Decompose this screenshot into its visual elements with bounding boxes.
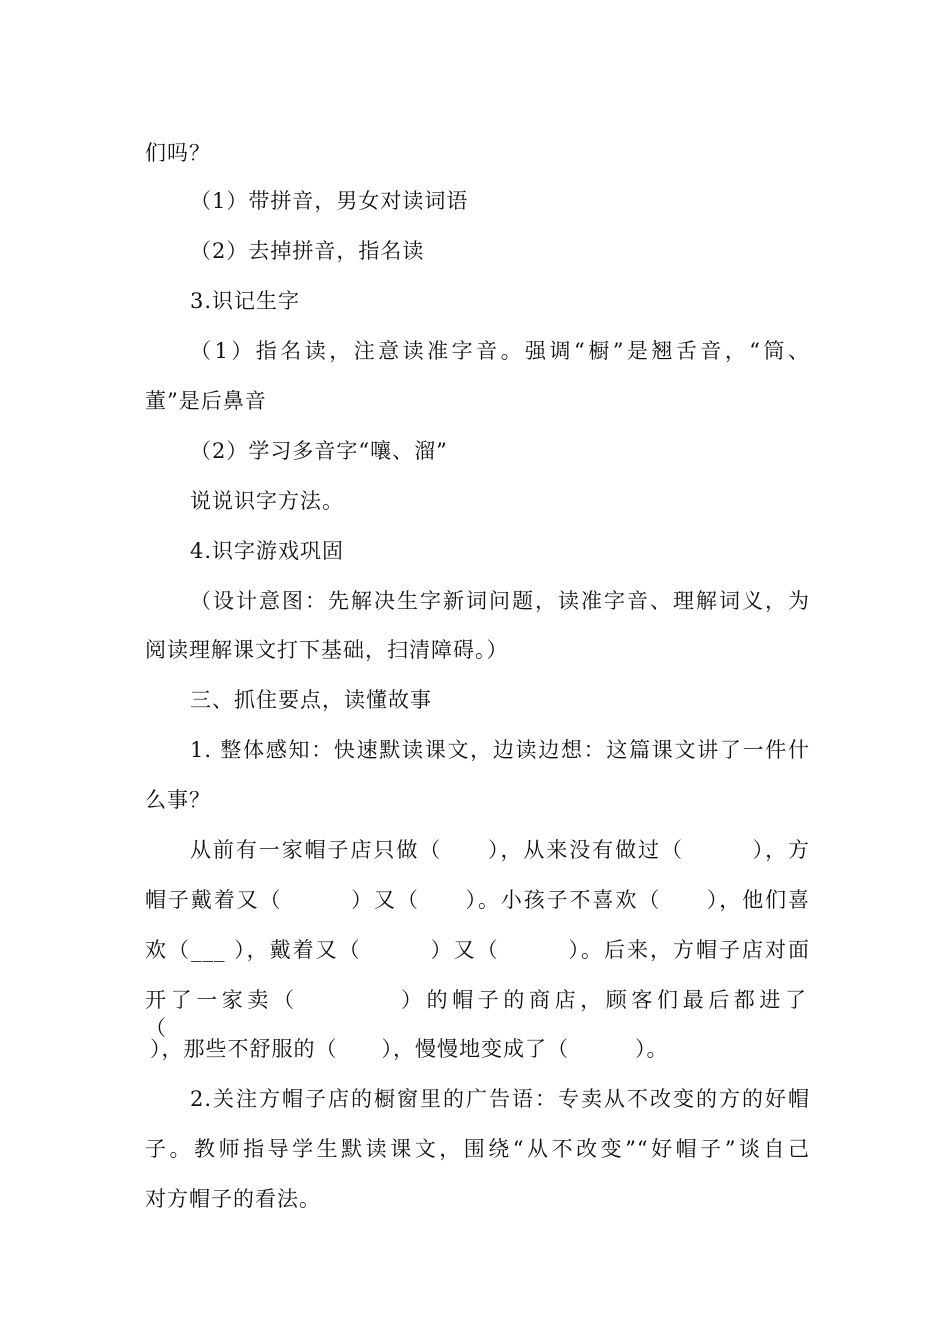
text-line: （2）学习多音字“嚷、溜”	[190, 439, 448, 463]
text-line: 董”是后鼻音	[145, 389, 267, 413]
fill-blank-line: 开了一家卖（ ）的帽子的商店，顾客们最后都进了（	[145, 988, 810, 1040]
text-line: 1. 整体感知：快速默读课文，边读边想：这篇课文讲了一件什	[190, 738, 810, 762]
text-line: （2）去掉拼音，指名读	[190, 239, 425, 263]
fill-blank-line: ），那些不舒服的（ ），慢慢地变成了（ ）。	[150, 1037, 669, 1061]
text-line: 说说识字方法。	[190, 489, 344, 513]
fill-blank-line: 从前有一家帽子店只做（ ），从来没有做过（ ），方	[190, 838, 810, 862]
fill-blank-line: 帽子戴着又（ ）又（ ）。小孩子不喜欢（ ），他们喜	[145, 888, 810, 912]
text-line: 对方帽子的看法。	[145, 1187, 321, 1211]
section-heading: 4.识字游戏巩固	[190, 539, 345, 563]
text-line: （1）指名读，注意读准字音。强调“橱”是翘舌音，“筒、	[190, 339, 810, 363]
fill-blank-line: 欢（___ ），戴着又（ ）又（ ）。后来，方帽子店对面	[145, 938, 810, 962]
text-line: 们吗？	[145, 141, 211, 165]
section-heading: 3.识记生字	[190, 289, 301, 313]
text-line: （1）带拼音，男女对读词语	[190, 189, 469, 213]
text-line: 子。教师指导学生默读课文，围绕“从不改变”“好帽子”谈自己	[145, 1137, 810, 1161]
design-intent-line: 阅读理解课文打下基础，扫清障碍。）	[145, 638, 509, 662]
text-line: 2.关注方帽子店的橱窗里的广告语：专卖从不改变的方的好帽	[190, 1087, 810, 1111]
section-heading: 三、抓住要点，读懂故事	[190, 688, 432, 712]
design-intent-line: （设计意图：先解决生字新词问题，读准字音、理解词义，为	[190, 589, 810, 613]
text-line: 么事？	[145, 788, 211, 812]
